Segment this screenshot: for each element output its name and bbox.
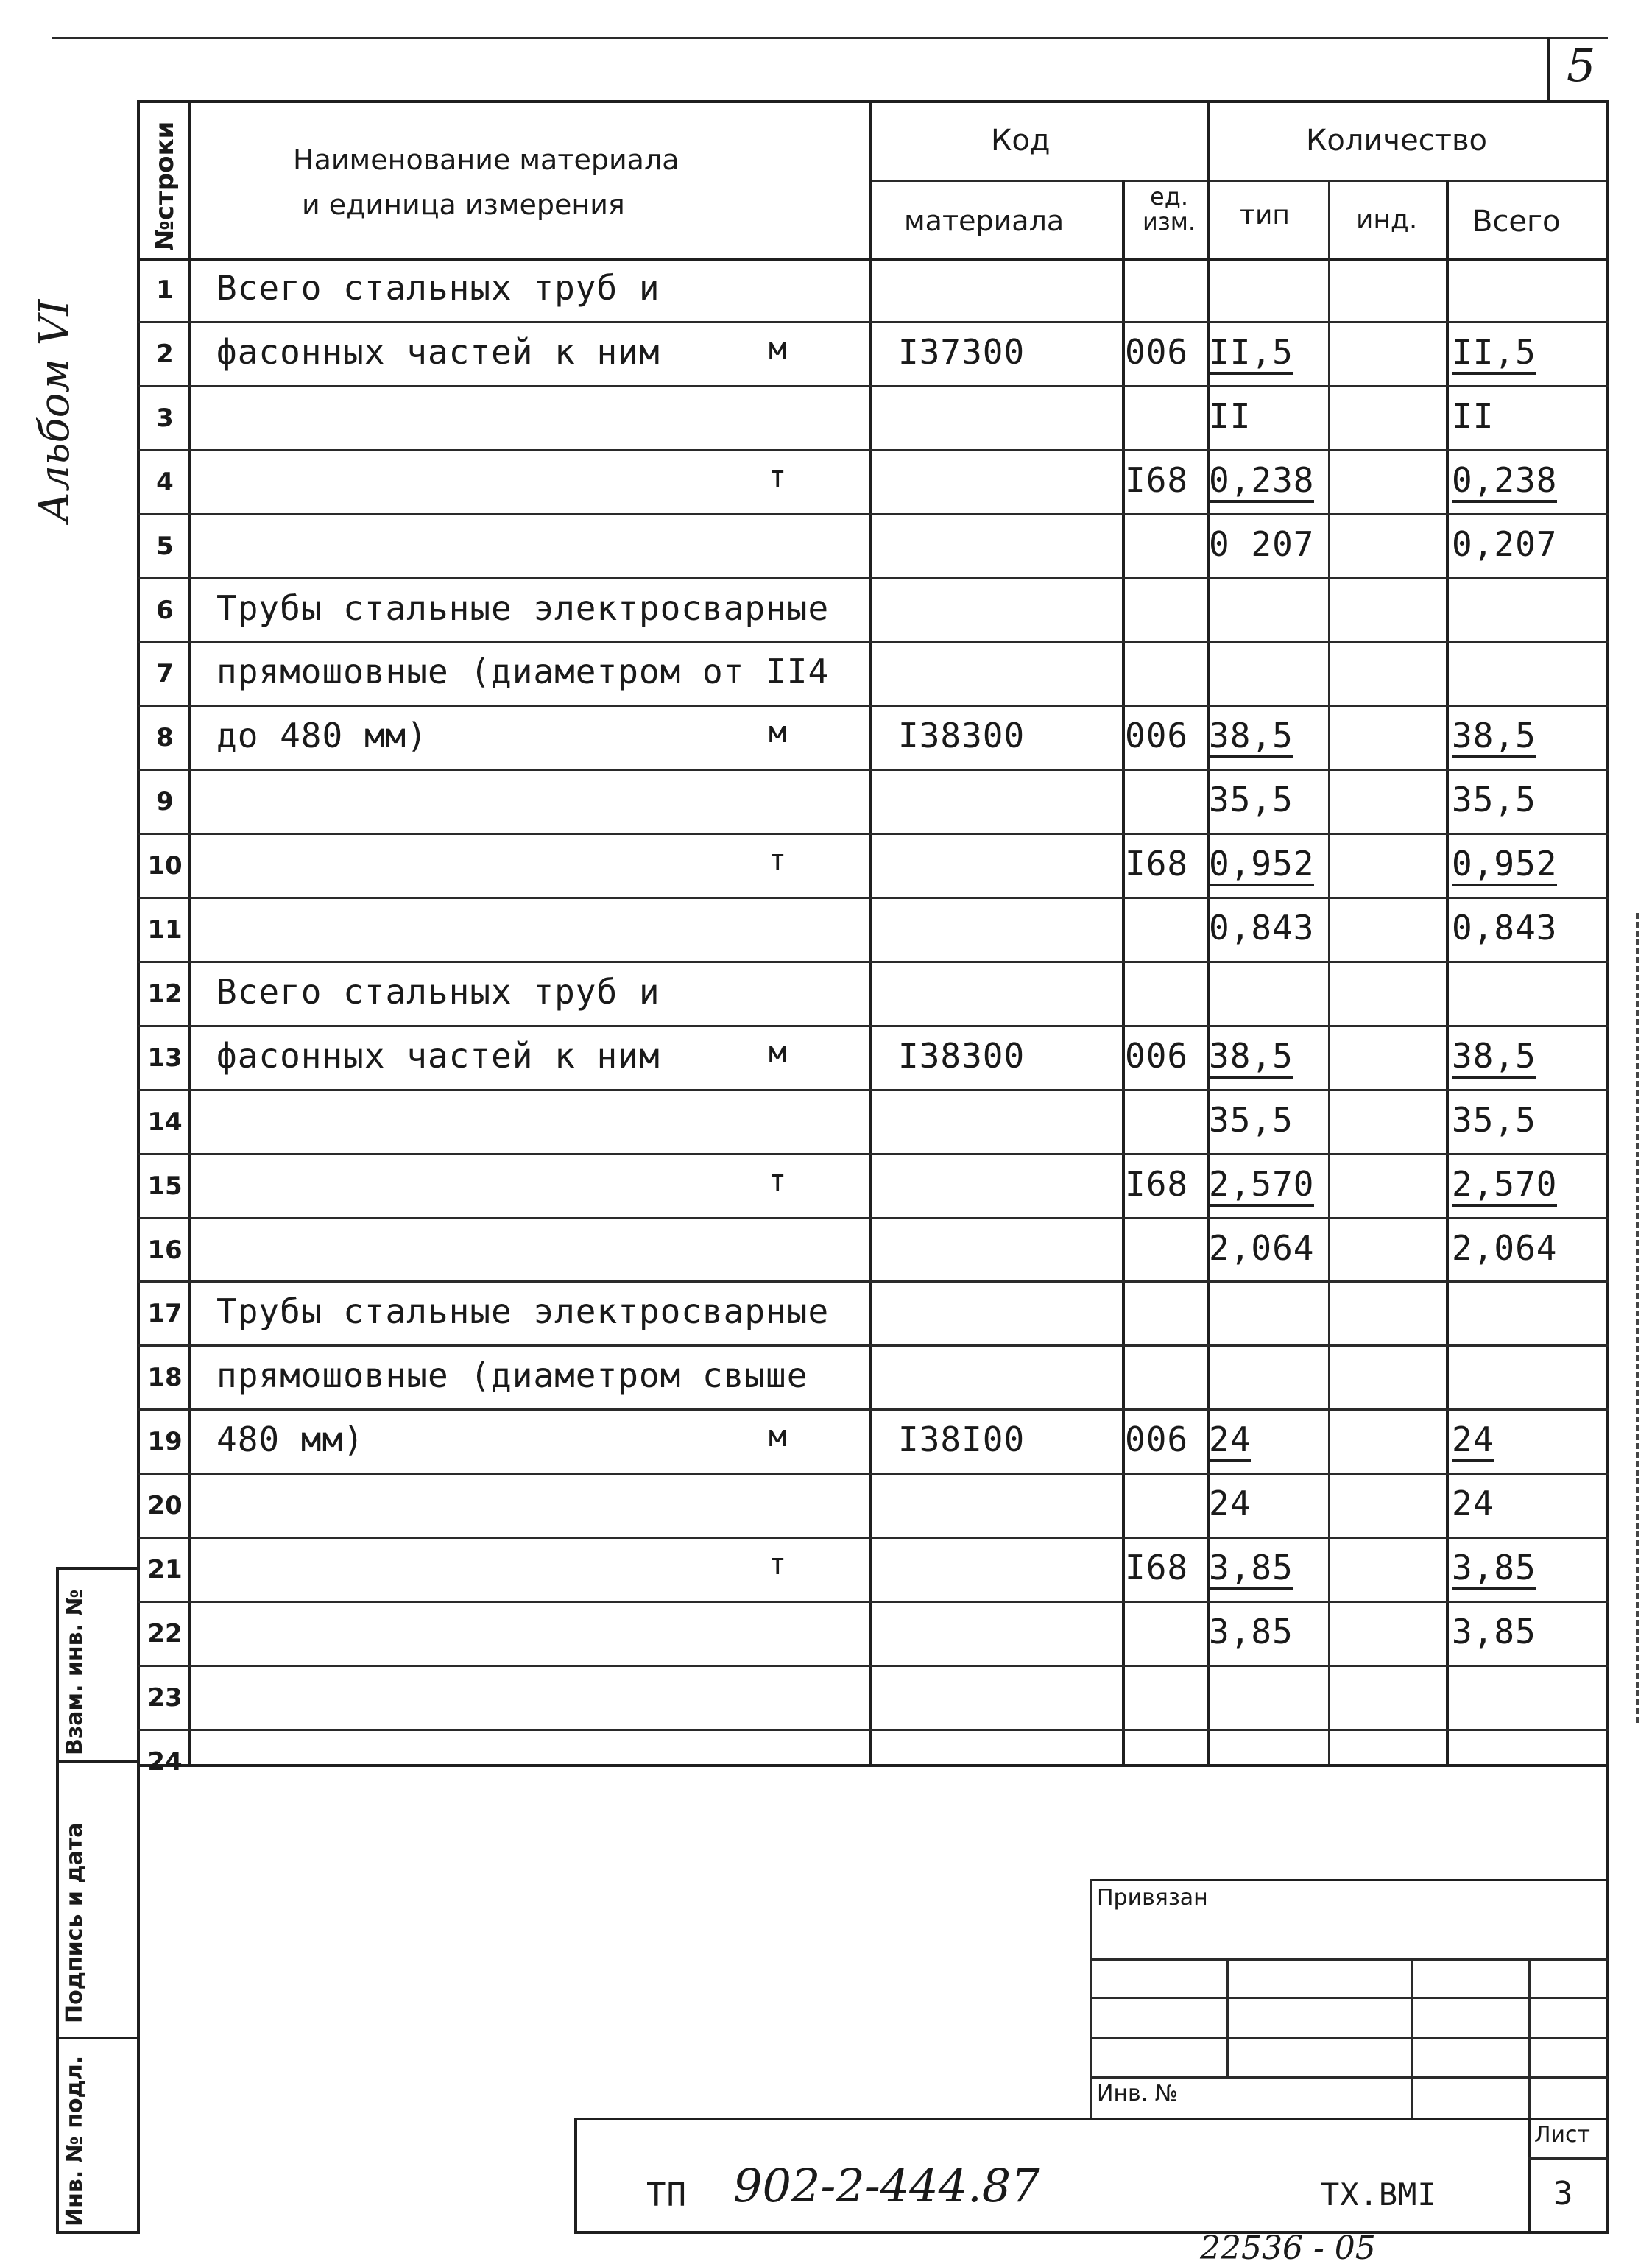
row-unit: т — [769, 1548, 788, 1582]
header-code-material: материала — [904, 205, 1065, 237]
top-border — [52, 37, 1608, 39]
sheet-col-left — [1528, 2118, 1531, 2234]
row-number: 5 — [156, 531, 174, 561]
row-divider — [138, 1408, 1609, 1411]
row-divider — [138, 1217, 1609, 1219]
row-number: 1 — [156, 275, 174, 305]
table-top-line — [138, 100, 1609, 103]
row-qty-total: 2,570 — [1452, 1164, 1557, 1207]
album-label: Альбом VI — [31, 299, 79, 523]
row-number: 4 — [156, 467, 174, 497]
row-number: 2 — [156, 339, 174, 369]
title-block-outer-top — [1090, 1879, 1608, 1881]
row-qty-total: 0,952 — [1452, 844, 1557, 886]
header-name-line2: и единица измерения — [302, 188, 625, 221]
sheet-label-line — [1528, 2157, 1608, 2160]
row-qty-total: II — [1452, 395, 1494, 436]
row-material-code: I38I00 — [898, 1420, 1026, 1460]
header-row-no: №строки — [150, 121, 180, 250]
document-code: ТХ.ВМI — [1321, 2176, 1437, 2213]
header-code-group: Код — [991, 124, 1051, 158]
row-divider — [138, 897, 1609, 899]
row-name: фасонных частей к ним — [216, 331, 660, 372]
tb-col-2 — [1411, 1958, 1413, 2119]
stamp-vzam-inv: Взам. инв. № — [62, 1589, 88, 1755]
row-divider — [138, 1280, 1609, 1283]
tp-label: ТП — [646, 2176, 687, 2214]
row-qty-total: 0,207 — [1452, 523, 1558, 564]
row-unit: м — [769, 1035, 788, 1070]
col-name-line — [869, 100, 872, 1764]
col-ind-line — [1446, 180, 1449, 1764]
row-qty-total: 35,5 — [1452, 1099, 1536, 1140]
page-number: 5 — [1567, 38, 1596, 92]
row-number: 22 — [147, 1618, 183, 1649]
row-qty-total: 3,85 — [1452, 1548, 1536, 1590]
row-divider — [138, 961, 1609, 963]
row-divider — [138, 769, 1609, 771]
row-unit: м — [769, 716, 788, 750]
row-number: 7 — [156, 659, 174, 689]
header-bottom-line — [138, 258, 1609, 261]
row-unit-code: 006 — [1125, 1420, 1189, 1460]
tb-col-1 — [1226, 1958, 1229, 2076]
row-material-code: I38300 — [898, 1035, 1026, 1076]
row-qty-type: 38,5 — [1209, 1036, 1293, 1079]
row-unit-code: 006 — [1125, 716, 1189, 756]
main-title-top — [576, 2118, 1608, 2120]
row-qty-total: 35,5 — [1452, 780, 1536, 820]
row-number: 8 — [156, 723, 174, 753]
row-unit: т — [769, 459, 788, 494]
bottom-number: 22536 - 05 — [1200, 2229, 1376, 2267]
row-qty-total: II,5 — [1452, 332, 1536, 375]
row-divider — [138, 641, 1609, 643]
row-unit: т — [769, 1163, 788, 1198]
row-divider — [138, 1153, 1609, 1155]
row-number: 3 — [156, 403, 174, 433]
row-divider — [138, 1601, 1609, 1603]
row-number: 13 — [147, 1043, 183, 1073]
row-divider — [138, 1344, 1609, 1347]
row-qty-type: 0,238 — [1209, 460, 1314, 503]
row-qty-type: II — [1209, 395, 1252, 436]
row-number: 14 — [147, 1107, 183, 1137]
row-name: Всего стальных труб и — [216, 268, 660, 308]
row-qty-type: 2,570 — [1209, 1164, 1314, 1207]
row-divider — [138, 577, 1609, 579]
sheet-number: 3 — [1553, 2175, 1574, 2213]
tb-col-3 — [1528, 1958, 1531, 2119]
row-number: 9 — [156, 787, 174, 817]
main-title-left — [574, 2118, 577, 2234]
col-code-line — [1122, 180, 1125, 1764]
privyazan-left — [1090, 1879, 1092, 2119]
row-name: Всего стальных труб и — [216, 971, 660, 1012]
row-qty-type: 3,85 — [1209, 1611, 1293, 1651]
sheet-label: Лист — [1534, 2122, 1591, 2148]
row-qty-total: 3,85 — [1452, 1611, 1536, 1651]
row-number: 6 — [156, 595, 174, 625]
page-number-box-left — [1547, 37, 1550, 100]
stamp-line-1 — [56, 1760, 138, 1763]
document-number: 902-2-444.87 — [733, 2159, 1040, 2213]
header-code-unit: ед. изм. — [1142, 183, 1196, 236]
row-unit: т — [769, 844, 788, 878]
table-body-bottom — [138, 1764, 1609, 1767]
row-divider — [138, 1473, 1609, 1475]
row-number: 24 — [147, 1746, 183, 1777]
row-divider — [138, 705, 1609, 707]
row-number: 12 — [147, 979, 183, 1009]
row-unit-code: 006 — [1125, 1035, 1189, 1076]
row-number: 16 — [147, 1235, 183, 1265]
right-border — [1606, 100, 1609, 2234]
row-divider — [138, 513, 1609, 515]
row-qty-total: 24 — [1452, 1420, 1494, 1462]
row-qty-type: 38,5 — [1209, 716, 1293, 758]
row-qty-total: 38,5 — [1452, 716, 1536, 758]
row-qty-total: 0,238 — [1452, 460, 1557, 503]
row-qty-total: 38,5 — [1452, 1036, 1536, 1079]
row-qty-type: 35,5 — [1209, 780, 1293, 820]
row-qty-total: 24 — [1452, 1484, 1494, 1524]
row-divider — [138, 833, 1609, 835]
row-name: до 480 мм) — [216, 716, 428, 756]
row-number: 21 — [147, 1555, 183, 1584]
row-number: 20 — [147, 1491, 183, 1521]
stamp-line-2 — [56, 2037, 138, 2039]
row-number: 19 — [147, 1427, 183, 1457]
row-name: фасонных частей к ним — [216, 1035, 660, 1076]
stamp-bottom-line — [56, 2231, 138, 2234]
row-name: Трубы стальные электросварные — [216, 588, 830, 628]
stamp-inv-podl: Инв. № подл. — [62, 2055, 88, 2227]
header-qty-group: Количество — [1306, 124, 1488, 158]
inv-no-label: Инв. № — [1097, 2081, 1179, 2106]
row-material-code: I38300 — [898, 716, 1026, 756]
row-divider — [138, 321, 1609, 323]
row-divider — [138, 1729, 1609, 1731]
row-divider — [138, 449, 1609, 451]
row-number: 15 — [147, 1171, 183, 1201]
stamp-left-line — [56, 1567, 59, 2234]
row-qty-total: 0,843 — [1452, 908, 1558, 948]
stamp-podpis-data: Подпись и дата — [62, 1822, 88, 2023]
header-qty-ind: инд. — [1356, 205, 1418, 235]
col-tip-line — [1328, 180, 1330, 1764]
row-qty-type: 3,85 — [1209, 1548, 1293, 1590]
row-divider — [138, 1089, 1609, 1091]
main-title-bottom — [576, 2231, 1608, 2234]
stamp-top-line — [56, 1567, 138, 1570]
row-divider — [138, 1537, 1609, 1539]
row-unit-code: 006 — [1125, 331, 1189, 372]
row-number: 10 — [147, 851, 183, 881]
row-number: 18 — [147, 1363, 183, 1393]
row-qty-type: 35,5 — [1209, 1099, 1293, 1140]
header-qty-type: тип — [1240, 200, 1290, 230]
row-divider — [138, 1025, 1609, 1027]
row-number: 11 — [147, 915, 183, 945]
header-qty-total: Всего — [1472, 205, 1561, 239]
row-unit-code: I68 — [1125, 1163, 1189, 1204]
header-mid-line — [869, 180, 1609, 182]
row-number: 17 — [147, 1299, 183, 1329]
row-divider — [138, 1665, 1609, 1667]
row-qty-type: 0,952 — [1209, 844, 1314, 886]
row-qty-type: II,5 — [1209, 332, 1293, 375]
row-unit-code: I68 — [1125, 844, 1189, 884]
row-unit-code: I68 — [1125, 1548, 1189, 1587]
row-number: 23 — [147, 1682, 183, 1713]
row-qty-total: 2,064 — [1452, 1227, 1558, 1268]
right-edge-dash — [1636, 913, 1639, 1723]
row-unit: м — [769, 1420, 788, 1454]
row-name: 480 мм) — [216, 1420, 364, 1460]
row-qty-type: 24 — [1209, 1420, 1251, 1462]
row-name: прямошовные (диаметром свыше — [216, 1355, 808, 1396]
row-name: прямошовные (диаметром от II4 — [216, 652, 830, 692]
row-unit-code: I68 — [1125, 459, 1189, 500]
row-name: Трубы стальные электросварные — [216, 1291, 830, 1332]
row-material-code: I37300 — [898, 331, 1026, 372]
header-name-line1: Наименование материала — [293, 144, 679, 176]
row-qty-type: 0,843 — [1209, 908, 1315, 948]
row-unit: м — [769, 331, 788, 366]
row-divider — [138, 385, 1609, 387]
row-qty-type: 24 — [1209, 1484, 1252, 1524]
row-qty-type: 0 207 — [1209, 523, 1315, 564]
privyazan-label: Привязан — [1097, 1885, 1208, 1911]
row-qty-type: 2,064 — [1209, 1227, 1315, 1268]
